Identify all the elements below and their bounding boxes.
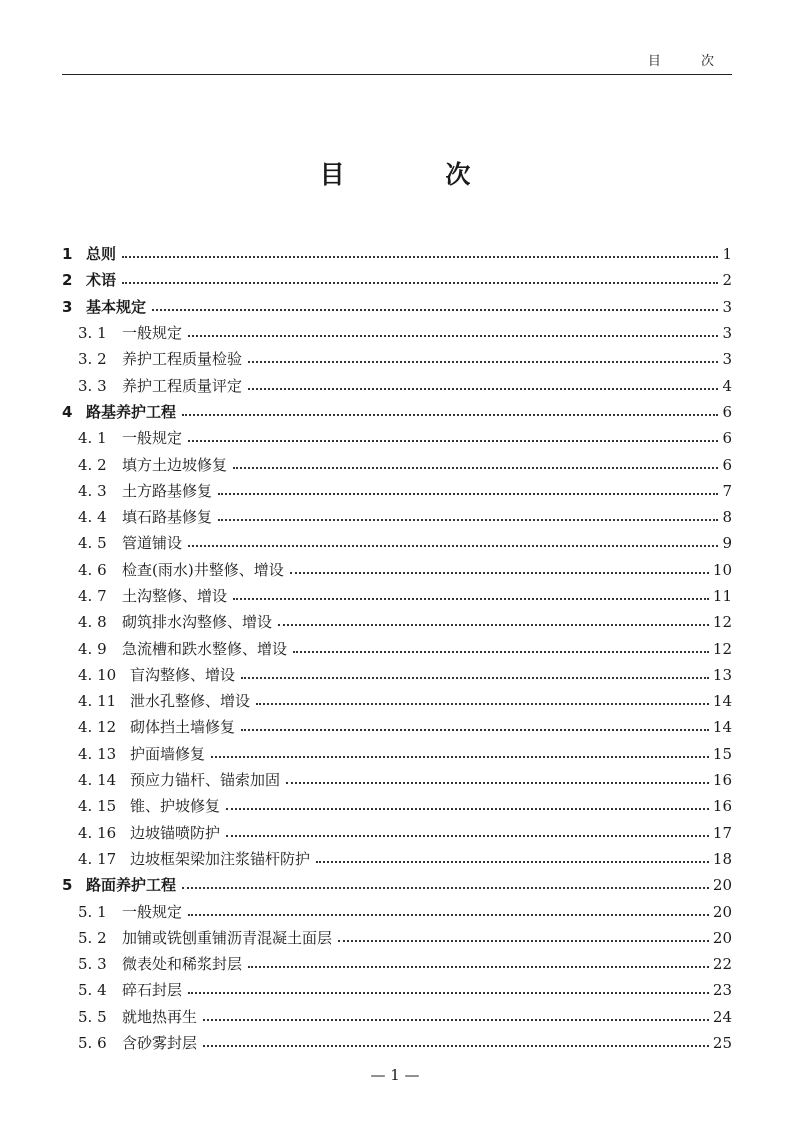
toc-entry-label: 养护工程质量评定	[122, 376, 243, 395]
toc-entry-page: 6	[722, 429, 732, 448]
toc-chapter-entry[interactable]	[62, 399, 732, 425]
toc-entry-page: 18	[712, 849, 732, 868]
toc-dot-leader	[233, 467, 718, 469]
toc-entry-page: 8	[722, 508, 732, 527]
toc-section-entry[interactable]	[62, 898, 732, 924]
toc-entry-number: 4. 10	[78, 665, 117, 684]
toc-entry-label: 护面墙修复	[130, 744, 206, 763]
toc-chapter-entry[interactable]	[62, 267, 732, 293]
toc-entry-page: 16	[712, 797, 732, 816]
toc-section-entry[interactable]	[62, 504, 732, 530]
toc-entry-label: 一般规定	[122, 902, 183, 921]
toc-section-entry[interactable]	[62, 951, 732, 977]
toc-entry-label: 基本规定	[86, 297, 147, 316]
toc-entry-label: 边坡框架梁加注浆锚杆防护	[130, 849, 311, 868]
toc-entry-number: 4. 2	[78, 455, 107, 474]
toc-entry-page: 17	[712, 823, 732, 842]
toc-entry-number: 5. 3	[78, 955, 107, 974]
toc-dot-leader	[203, 1019, 709, 1021]
toc-dot-leader	[188, 992, 709, 994]
toc-entry-label: 含砂雾封层	[122, 1034, 198, 1053]
toc-section-entry[interactable]	[62, 478, 732, 504]
toc-entry-page: 13	[712, 665, 732, 684]
toc-entry-page: 7	[722, 481, 732, 500]
toc-section-entry[interactable]	[62, 741, 732, 767]
toc-entry-number: 4. 9	[78, 639, 107, 658]
toc-dot-leader	[218, 493, 718, 495]
toc-entry-label: 填石路基修复	[122, 508, 213, 527]
toc-section-entry[interactable]	[62, 557, 732, 583]
toc-entry-label: 加铺或铣刨重铺沥青混凝土面层	[122, 928, 333, 947]
toc-entry-number: 3	[62, 297, 73, 316]
toc-dot-leader	[338, 940, 709, 942]
toc-entry-label: 一般规定	[122, 429, 183, 448]
toc-entry-label: 土沟整修、增设	[122, 587, 228, 605]
toc-entry-number: 2	[62, 271, 73, 290]
toc-section-entry[interactable]	[62, 372, 732, 398]
toc-section-entry[interactable]	[62, 793, 732, 819]
toc-entry-page: 3	[722, 324, 732, 343]
toc-dot-leader	[293, 651, 709, 653]
toc-dot-leader	[290, 572, 709, 574]
toc-dot-leader	[182, 414, 718, 416]
toc-entry-label: 微表处和稀浆封层	[122, 955, 243, 974]
toc-entry-page: 14	[712, 718, 732, 737]
toc-entry-label: 砌体挡土墙修复	[130, 718, 236, 737]
toc-dot-leader	[188, 335, 718, 337]
toc-chapter-entry[interactable]	[62, 294, 732, 320]
header-rule	[62, 74, 732, 75]
toc-dot-leader	[152, 309, 718, 311]
toc-entry-label: 一般规定	[122, 324, 183, 343]
toc-entry-number: 4. 8	[78, 613, 107, 632]
toc-entry-label: 砌筑排水沟整修、增设	[122, 613, 273, 632]
toc-entry-page: 1	[722, 245, 732, 264]
toc-entry-label: 预应力锚杆、锚索加固	[130, 771, 281, 790]
running-head: 目 次	[647, 54, 732, 69]
toc-dot-leader	[226, 835, 709, 837]
toc-entry-page: 12	[712, 613, 732, 632]
toc-entry-number: 4. 14	[78, 771, 117, 790]
toc-chapter-entry[interactable]	[62, 241, 732, 267]
toc-entry-number: 5. 6	[78, 1034, 107, 1053]
toc-entry-number: 4. 12	[78, 718, 117, 737]
toc-section-entry[interactable]	[62, 846, 732, 872]
page-number: — 1 —	[370, 1066, 420, 1084]
toc-dot-leader	[122, 282, 718, 284]
toc-section-entry[interactable]	[62, 1030, 732, 1056]
toc-entry-page: 23	[712, 981, 732, 1000]
toc-entry-label: 填方土边坡修复	[122, 455, 228, 474]
toc-entry-number: 4. 11	[78, 692, 117, 711]
toc-section-entry[interactable]	[62, 767, 732, 793]
toc-entry-number: 5. 4	[78, 981, 107, 1000]
toc-section-entry[interactable]	[62, 662, 732, 688]
toc-chapter-entry[interactable]	[62, 872, 732, 898]
toc-section-entry[interactable]	[62, 925, 732, 951]
toc-section-entry[interactable]	[62, 688, 732, 714]
toc-entry-page: 3	[722, 350, 732, 369]
toc-dot-leader	[233, 598, 709, 600]
toc-entry-page: 4	[722, 376, 732, 395]
toc-entry-page: 6	[722, 455, 732, 474]
toc-entry-page: 3	[722, 297, 732, 316]
toc-entry-page: 10	[712, 560, 732, 579]
toc-dot-leader	[248, 388, 718, 390]
toc-entry-page: 20	[712, 876, 732, 895]
toc-dot-leader	[188, 914, 709, 916]
toc-entry-number: 4. 17	[78, 849, 117, 868]
toc-entry-label: 检查(雨水)井整修、增设	[122, 560, 284, 579]
toc-dot-leader	[278, 624, 709, 626]
toc-section-entry[interactable]	[62, 635, 732, 661]
page-title: 目 次	[319, 160, 517, 189]
toc-entry-label: 路面养护工程	[86, 876, 177, 895]
toc-dot-leader	[211, 756, 709, 758]
toc-entry-label: 急流槽和跌水整修、增设	[122, 639, 288, 658]
toc-section-entry[interactable]	[62, 425, 732, 451]
toc-entry-number: 4. 16	[78, 823, 117, 842]
toc-dot-leader	[241, 677, 709, 679]
toc-dot-leader	[188, 440, 718, 442]
toc-entry-page: 25	[712, 1034, 732, 1053]
toc-entry-number: 4	[62, 402, 73, 421]
toc-section-entry[interactable]	[62, 1004, 732, 1030]
toc-entry-number: 1	[62, 245, 73, 264]
toc-dot-leader	[256, 703, 709, 705]
toc-dot-leader	[286, 782, 709, 784]
toc-entry-page: 15	[712, 744, 732, 763]
toc-entry-number: 4. 13	[78, 744, 117, 763]
toc-entry-label: 就地热再生	[122, 1007, 198, 1026]
toc-entry-label: 路基养护工程	[86, 402, 177, 421]
toc-entry-page: 14	[712, 692, 732, 711]
toc-entry-number: 4. 15	[78, 797, 117, 816]
toc-dot-leader	[248, 966, 709, 968]
toc-section-entry[interactable]	[62, 451, 732, 477]
toc-entry-label: 土方路基修复	[122, 481, 213, 500]
toc-entry-number: 4. 1	[78, 429, 107, 448]
toc-section-entry[interactable]	[62, 714, 732, 740]
toc-section-entry[interactable]	[62, 820, 732, 846]
toc-entry-number: 4. 7	[78, 587, 107, 605]
toc-entry-number: 3. 2	[78, 350, 107, 369]
toc-entry-page: 22	[712, 955, 732, 974]
toc-entry-label: 总则	[86, 245, 117, 264]
toc-section-entry[interactable]	[62, 583, 732, 609]
toc-section-entry[interactable]	[62, 609, 732, 635]
toc-entry-number: 4. 6	[78, 560, 107, 579]
toc-entry-label: 边坡锚喷防护	[130, 823, 221, 842]
toc-entry-number: 4. 4	[78, 508, 107, 527]
toc-entry-page: 11	[712, 587, 732, 605]
toc-entry-number: 4. 3	[78, 481, 107, 500]
toc-entry-label: 锥、护坡修复	[130, 797, 221, 816]
toc-entry-number: 3. 1	[78, 324, 107, 343]
toc-entry-label: 管道铺设	[122, 534, 183, 553]
toc-dot-leader	[182, 887, 709, 889]
table-of-contents	[62, 241, 732, 1056]
toc-entry-label: 盲沟整修、增设	[130, 665, 236, 684]
toc-entry-page: 6	[722, 402, 732, 421]
toc-entry-page: 20	[712, 902, 732, 921]
toc-entry-page: 2	[722, 271, 732, 290]
toc-section-entry[interactable]	[62, 346, 732, 372]
toc-entry-number: 5. 2	[78, 928, 107, 947]
toc-dot-leader	[316, 861, 709, 863]
toc-dot-leader	[122, 256, 718, 258]
toc-section-entry[interactable]	[62, 977, 732, 1003]
toc-dot-leader	[203, 1045, 709, 1047]
toc-entry-label: 养护工程质量检验	[122, 350, 243, 369]
toc-dot-leader	[241, 729, 709, 731]
toc-dot-leader	[218, 519, 718, 521]
toc-entry-label: 术语	[86, 271, 117, 290]
toc-entry-page: 24	[712, 1007, 732, 1026]
toc-entry-number: 3. 3	[78, 376, 107, 395]
toc-dot-leader	[226, 808, 709, 810]
toc-entry-page: 9	[722, 534, 732, 553]
toc-entry-number: 5	[62, 876, 73, 895]
toc-entry-number: 5. 5	[78, 1007, 107, 1026]
toc-dot-leader	[248, 361, 718, 363]
toc-entry-page: 20	[712, 928, 732, 947]
toc-entry-number: 5. 1	[78, 902, 107, 921]
toc-dot-leader	[188, 545, 718, 547]
toc-entry-number: 4. 5	[78, 534, 107, 553]
toc-entry-label: 泄水孔整修、增设	[130, 692, 251, 711]
toc-section-entry[interactable]	[62, 320, 732, 346]
toc-entry-label: 碎石封层	[122, 981, 183, 1000]
toc-entry-page: 16	[712, 771, 732, 790]
toc-entry-page: 12	[712, 639, 732, 658]
toc-section-entry[interactable]	[62, 530, 732, 556]
